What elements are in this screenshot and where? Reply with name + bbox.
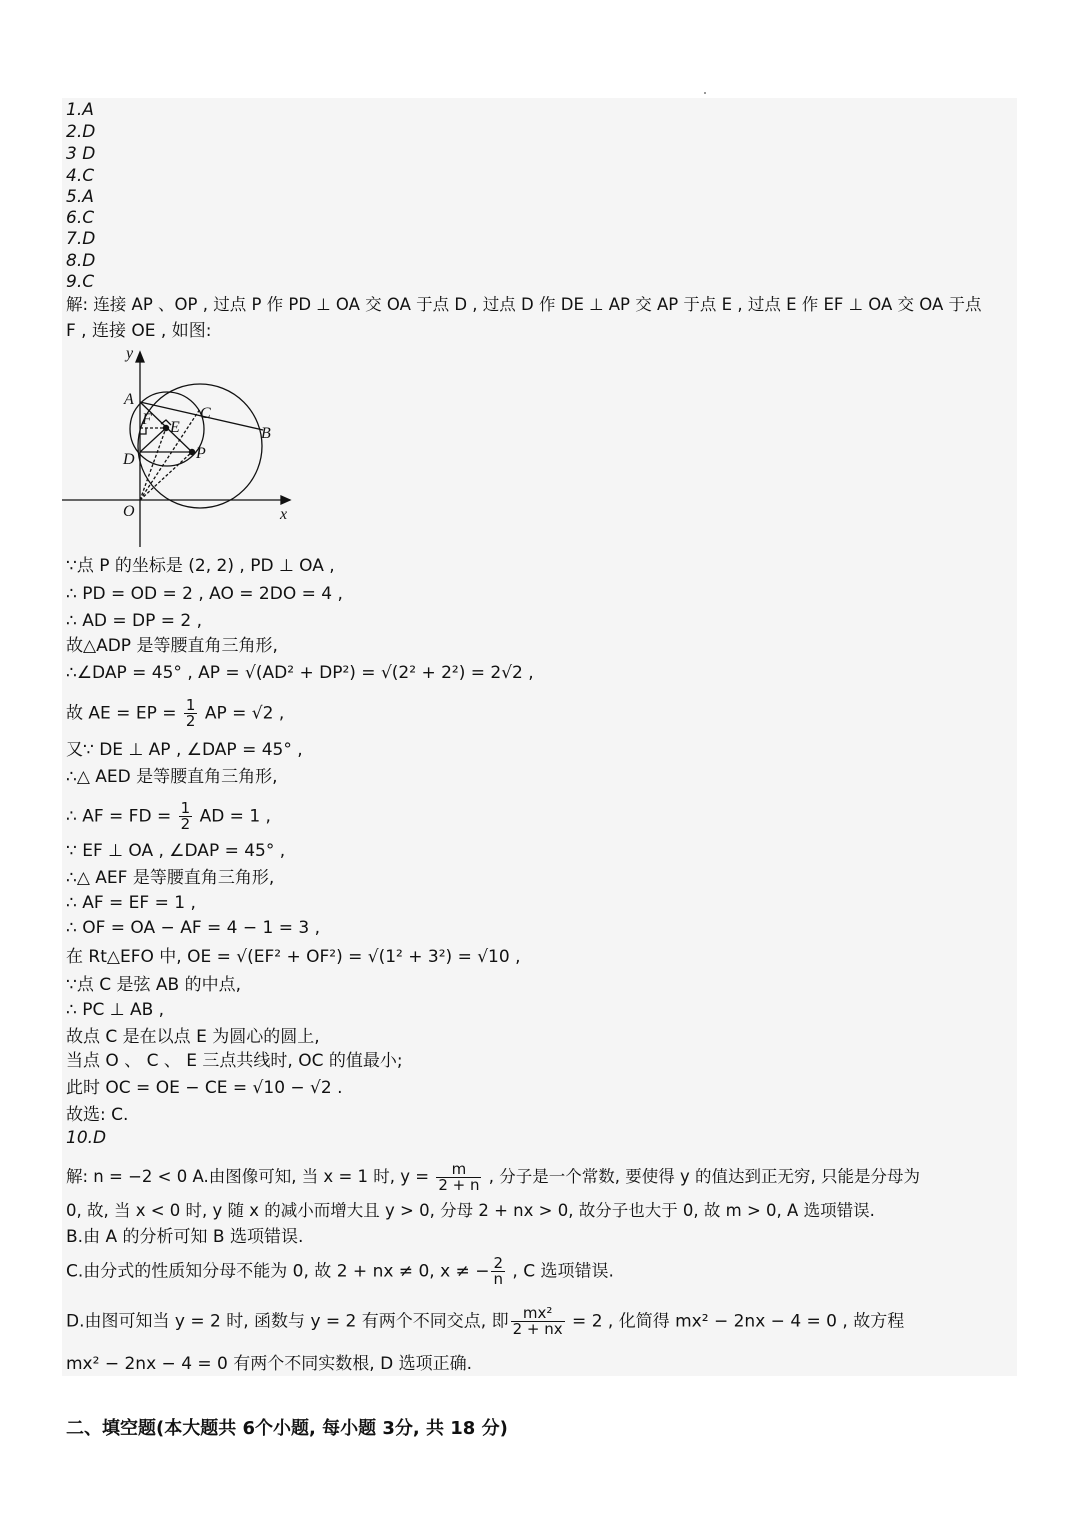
- q10-line-1-tail: , 分子是一个常数, 要使得 y 的值达到正无穷, 只能是分母为: [483, 1167, 920, 1186]
- q9-step-8: ∴△ AED 是等腰直角三角形,: [66, 767, 278, 787]
- page-speck: [704, 92, 706, 94]
- label-y: y: [126, 345, 134, 362]
- q9-step-18: 当点 O 、 C 、 E 三点共线时, OC 的值最小;: [66, 1051, 403, 1071]
- answer-4: 4.C: [66, 166, 95, 186]
- q9-solution-line1: 解: 连接 AP 、OP , 过点 P 作 PD ⊥ OA 交 OA 于点 D , 过点 D 作 DE ⊥ AP 交 AP 于点 E , 过点 E 作 EF ⊥ OA 交 OA 于点: [66, 295, 982, 314]
- q9-step-20: 故选: C.: [66, 1105, 129, 1125]
- label-d: D: [123, 451, 135, 468]
- q10-line-1: [66, 1162, 920, 1193]
- fraction-mx2: [511, 1306, 565, 1337]
- answer-1: 1.A: [66, 100, 94, 120]
- fraction-half-2: [179, 801, 193, 832]
- label-p: P: [196, 445, 206, 462]
- fraction-2-over-n: [491, 1256, 505, 1287]
- q10-line-4-head: C.由分式的性质知分母不能为 0, 故 2 + nx ≠ 0, x ≠ −: [66, 1261, 490, 1282]
- q9-step-6: [66, 698, 284, 729]
- q9-step-14: 在 Rt△EFO 中, OE = √(EF² + OF²) = √(1² + 3²) = √10 ,: [66, 947, 521, 967]
- fraction-2-den: n: [493, 1270, 503, 1288]
- point-e: [163, 425, 169, 431]
- q9-step-10: ∵ EF ⊥ OA , ∠DAP = 45° ,: [66, 841, 286, 861]
- q9-step-15: ∵点 C 是弦 AB 的中点,: [66, 975, 241, 995]
- fraction-mx2-num: mx²: [511, 1306, 565, 1322]
- label-b: B: [261, 425, 271, 442]
- fraction-2-num: 2: [493, 1254, 503, 1272]
- answer-10: 10.D: [66, 1128, 107, 1148]
- geometry-figure: [62, 342, 302, 552]
- label-o: O: [123, 503, 135, 520]
- fraction-m-den: 2 + n: [438, 1176, 480, 1194]
- fraction-half-2-den: 2: [180, 815, 191, 833]
- q10-line-6: mx² − 2nx − 4 = 0 有两个不同实数根, D 选项正确.: [66, 1354, 472, 1374]
- label-c: C: [200, 405, 211, 422]
- q9-step-7: 又∵ DE ⊥ AP , ∠DAP = 45° ,: [66, 740, 303, 760]
- q10-line-2: 0, 故, 当 x < 0 时, y 随 x 的减小而增大且 y > 0, 分母 2 + nx > 0, 故分子也大于 0, 故 m > 0, A 选项错误.: [66, 1201, 875, 1220]
- label-a: A: [124, 391, 134, 408]
- answer-8: 8.D: [66, 251, 96, 271]
- q9-step-3: ∴ AD = DP = 2 ,: [66, 611, 203, 631]
- label-e: E: [170, 419, 180, 436]
- q10-line-1-head: 解: n = −2 < 0 A.由图像可知, 当 x = 1 时, y =: [66, 1167, 435, 1186]
- fraction-half-2-num: 1: [180, 799, 191, 817]
- q10-line-4-tail: , C 选项错误.: [507, 1261, 614, 1282]
- q9-step-11: ∴△ AEF 是等腰直角三角形,: [66, 868, 275, 888]
- fraction-half: [184, 698, 198, 729]
- q10-line-5-head: D.由图可知当 y = 2 时, 函数与 y = 2 有两个不同交点, 即: [66, 1311, 509, 1332]
- fraction-half-num: 1: [185, 696, 196, 714]
- q9-step-13: ∴ OF = OA − AF = 4 − 1 = 3 ,: [66, 918, 321, 938]
- answer-7: 7.D: [66, 229, 96, 249]
- fraction-m-over-2n: [436, 1162, 481, 1193]
- q9-step-17: 故点 C 是在以点 E 为圆心的圆上,: [66, 1027, 320, 1047]
- label-f: F: [142, 411, 152, 428]
- q9-step-5: ∴∠DAP = 45° , AP = √(AD² + DP²) = √(2² + 2²) = 2√2 ,: [66, 663, 534, 683]
- q10-line-5-tail: = 2 , 化简得 mx² − 2nx − 4 = 0 , 故方程: [566, 1311, 905, 1332]
- x-axis-arrow: [281, 496, 290, 504]
- answer-2: 2.D: [66, 122, 96, 142]
- fraction-m-num: m: [436, 1162, 481, 1178]
- q9-step-4: 故△ADP 是等腰直角三角形,: [66, 636, 278, 656]
- segment-op: [140, 452, 192, 500]
- segment-de: [140, 428, 166, 452]
- label-x: x: [280, 506, 288, 523]
- q9-step-6-tail: AP = √2 ,: [204, 703, 285, 724]
- q10-line-3: B.由 A 的分析可知 B 选项错误.: [66, 1227, 304, 1247]
- q9-step-1: ∵点 P 的坐标是 (2, 2) , PD ⊥ OA ,: [66, 556, 335, 576]
- q9-step-16: ∴ PC ⊥ AB ,: [66, 1000, 165, 1020]
- q9-step-2: ∴ PD = OD = 2 , AO = 2DO = 4 ,: [66, 584, 343, 604]
- q10-line-5: [66, 1306, 904, 1337]
- y-axis-arrow: [136, 352, 144, 362]
- answer-9: 9.C: [66, 272, 95, 292]
- section-title: 二、填空题(本大题共 6个小题, 每小题 3分, 共 18 分): [66, 1418, 508, 1439]
- q9-solution-line2: F , 连接 OE , 如图:: [66, 321, 212, 341]
- q9-step-19: 此时 OC = OE − CE = √10 − √2 .: [66, 1078, 343, 1098]
- segment-oe: [140, 428, 166, 500]
- q9-step-9: [66, 801, 271, 832]
- fraction-mx2-den: 2 + nx: [512, 1320, 563, 1338]
- answer-6: 6.C: [66, 208, 95, 228]
- q9-step-6-head: 故 AE = EP =: [66, 703, 182, 724]
- q10-line-4: [66, 1256, 614, 1287]
- q9-step-9-head: ∴ AF = FD =: [66, 806, 177, 827]
- answer-5: 5.A: [66, 187, 94, 207]
- q9-step-9-tail: AD = 1 ,: [199, 806, 271, 827]
- point-p: [189, 449, 195, 455]
- fraction-half-den: 2: [185, 712, 196, 730]
- q9-step-12: ∴ AF = EF = 1 ,: [66, 893, 196, 913]
- answer-3: 3 D: [66, 144, 96, 164]
